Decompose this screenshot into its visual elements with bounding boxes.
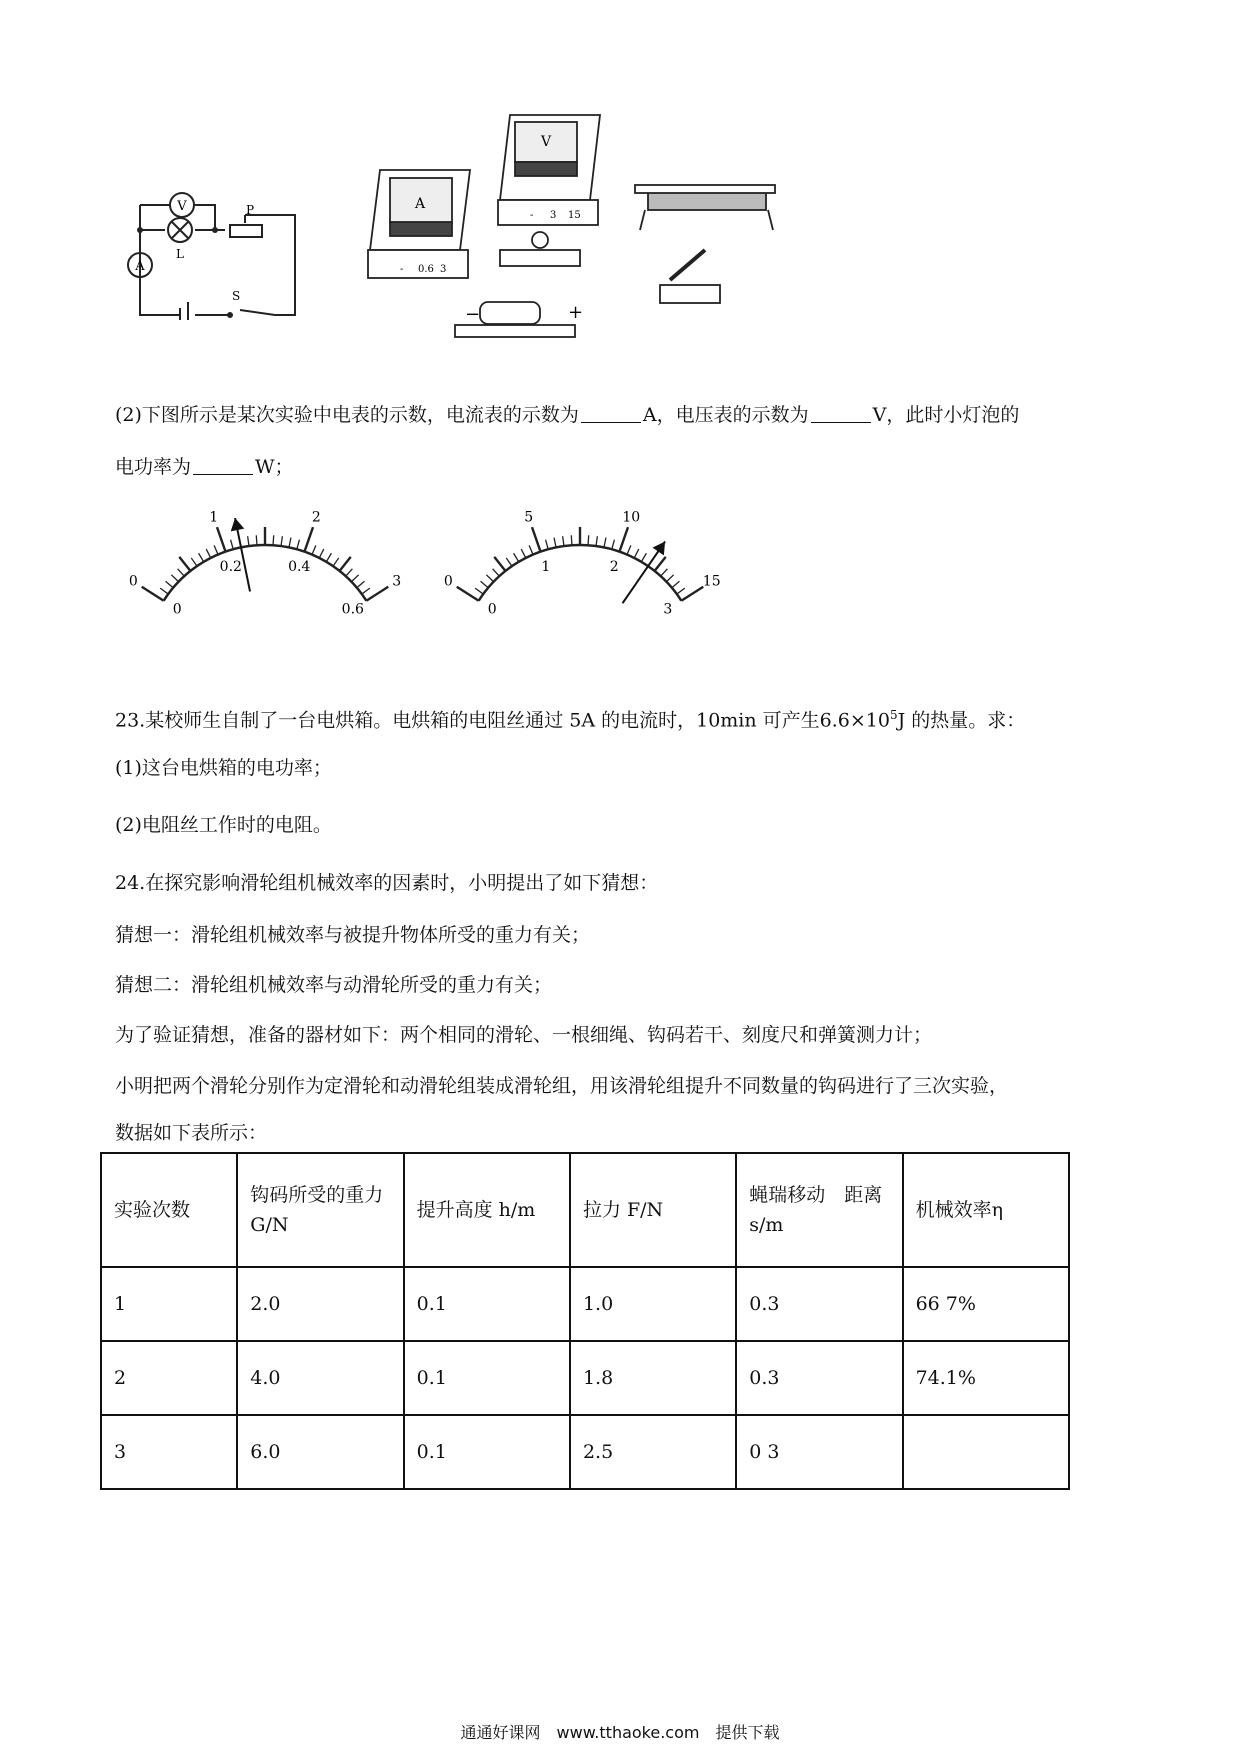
table-cell: 0 3 — [736, 1415, 902, 1489]
voltage-answer-blank[interactable] — [811, 404, 871, 423]
dial-tick — [346, 569, 353, 576]
dial-arc — [479, 545, 682, 601]
voltmeter-dial — [430, 490, 730, 680]
circuit-diagram — [120, 170, 300, 320]
table-row — [101, 1341, 1069, 1415]
q22-text-c: V，此时小灯泡的 — [872, 404, 1020, 426]
dial-tick — [231, 540, 234, 550]
q24-procedure: 小明把两个滑轮分别作为定滑轮和动滑轮组装成滑轮组，用该滑轮组提升不同数量的钩码进行了三次实验， — [115, 1075, 1009, 1097]
dial-tick — [571, 535, 572, 545]
table-row — [101, 1415, 1069, 1489]
dial-inner-label: 0.6 — [341, 601, 364, 618]
dial-tick — [546, 540, 549, 550]
ammeter-dial — [115, 490, 415, 680]
dial-tick — [612, 540, 615, 550]
dial-tick — [178, 569, 185, 576]
dial-tick — [514, 553, 519, 562]
q23-stem — [115, 702, 1025, 733]
q22-part2-line2 — [115, 454, 294, 480]
dial-tick — [256, 535, 257, 545]
dial-tick — [333, 558, 339, 566]
dial-tick — [273, 535, 274, 545]
table-cell: 2.0 — [237, 1267, 403, 1341]
header-hook-weight: 钩码所受的重力 G/N — [237, 1153, 403, 1267]
q23-stem-math: 6.6×10 — [819, 709, 890, 732]
dial-tick — [672, 581, 680, 587]
dial-tick — [481, 581, 489, 587]
dial-tick — [362, 588, 370, 594]
circuit-ammeter-label: A — [135, 259, 145, 274]
q23-stem-b: J 的热量。求： — [897, 709, 1026, 732]
table-cell: 0.1 — [404, 1341, 570, 1415]
dial-tick — [171, 575, 178, 582]
dial-tick — [191, 558, 197, 566]
dial-inner-label: 0 — [487, 601, 497, 618]
dial-tick — [199, 553, 204, 562]
dial-tick — [493, 569, 500, 576]
q23-stem-exponent: 5 — [889, 708, 898, 722]
page-footer: 通通好课网 www.tthaoke.com 提供下载 — [460, 1723, 780, 1742]
dial-tick — [340, 557, 351, 571]
dial-outer-label: 3 — [392, 573, 402, 590]
apparatus-voltmeter-terminal-minus: - — [530, 210, 534, 221]
dial-tick — [166, 581, 174, 587]
dial-tick — [666, 575, 673, 582]
q24-table-intro: 数据如下表所示： — [115, 1122, 268, 1144]
battery-minus-sign: − — [465, 304, 481, 325]
q22-text-b: A，电压表的示数为 — [642, 404, 809, 426]
circuit-slider-label: P — [246, 203, 255, 217]
dial-tick — [312, 545, 316, 554]
dial-tick — [214, 545, 218, 554]
q22-text-e: W； — [255, 456, 294, 478]
dial-tick — [532, 527, 541, 552]
table-cell: 74.1% — [903, 1341, 1069, 1415]
q22-text-a: (2)下图所示是某次实验中电表的示数，电流表的示数为 — [115, 404, 579, 426]
table-cell: 0.1 — [404, 1415, 570, 1489]
dial-outer-label: 5 — [524, 509, 534, 526]
dial-tick — [506, 558, 512, 566]
dial-tick — [486, 575, 493, 582]
table-cell: 3 — [101, 1415, 237, 1489]
table-row — [101, 1267, 1069, 1341]
table-cell: 0.3 — [736, 1267, 902, 1341]
experiment-data-table — [100, 1152, 1070, 1490]
table-cell: 1 — [101, 1267, 237, 1341]
dial-inner-label: 1 — [541, 558, 551, 575]
apparatus-ammeter-label: A — [414, 196, 426, 212]
dial-inner-label: 0.4 — [288, 558, 311, 575]
header-pull-force: 拉力 F/N — [570, 1153, 736, 1267]
dial-tick — [494, 557, 505, 571]
table-cell: 2.5 — [570, 1415, 736, 1489]
apparatus-illustration — [360, 110, 820, 370]
dial-tick — [357, 581, 365, 587]
dial-inner-label: 3 — [663, 601, 673, 618]
dial-needle-tip — [231, 518, 245, 531]
dial-arc — [164, 545, 367, 601]
dial-outer-label: 0 — [128, 573, 138, 590]
header-trial-number: 实验次数 — [101, 1153, 237, 1267]
table-cell: 1.0 — [570, 1267, 736, 1341]
dial-tick — [661, 569, 668, 576]
circuit-voltmeter-label: V — [177, 199, 187, 214]
dial-outer-label: 1 — [209, 509, 219, 526]
dial-tick — [521, 549, 526, 558]
dial-tick — [677, 588, 685, 594]
dial-tick — [588, 535, 589, 545]
dial-tick — [627, 545, 631, 554]
q24-guess2: 猜想二：滑轮组机械效率与动滑轮所受的重力有关； — [115, 974, 553, 996]
dial-tick — [179, 557, 190, 571]
q24-stem: 24.在探究影响滑轮组机械效率的因素时，小明提出了如下猜想： — [115, 872, 659, 894]
battery-plus-sign: + — [568, 302, 584, 323]
dial-outer-label: 0 — [443, 573, 453, 590]
dial-tick — [634, 549, 639, 558]
q22-part2-line1 — [115, 402, 1019, 428]
header-lift-height: 提升高度 h/m — [404, 1153, 570, 1267]
dial-tick — [563, 536, 564, 546]
q23-stem-a: 23.某校师生自制了一台电烘箱。电烘箱的电阻丝通过 5A 的电流时，10min 可产生 — [115, 709, 820, 732]
dial-outer-label: 15 — [702, 573, 721, 590]
dial-tick — [619, 527, 628, 552]
q23-part1: (1)这台电烘箱的电功率； — [115, 757, 332, 779]
q24-equipment: 为了验证猜想，准备的器材如下：两个相同的滑轮、一根细绳、钩码若干、刻度尺和弹簧测力计； — [115, 1024, 933, 1046]
dial-outer-label: 2 — [311, 509, 321, 526]
dial-needle-tip — [653, 541, 666, 555]
dial-tick — [248, 536, 249, 546]
apparatus-ammeter-terminal-minus: - — [400, 264, 404, 275]
table-cell: 0.3 — [736, 1341, 902, 1415]
q22-text-d: 电功率为 — [115, 456, 192, 478]
apparatus-voltmeter-terminal-15: 15 — [568, 210, 581, 221]
current-answer-blank[interactable] — [581, 404, 641, 423]
dial-tick — [319, 549, 324, 558]
dial-inner-label: 2 — [609, 558, 619, 575]
table-cell: 2 — [101, 1341, 237, 1415]
dial-outer-label: 10 — [622, 509, 641, 526]
dial-inner-label: 0.2 — [219, 558, 242, 575]
table-cell: 1.8 — [570, 1341, 736, 1415]
dial-tick — [475, 588, 483, 594]
q23-part2: (2)电阻丝工作时的电阻。 — [115, 814, 332, 836]
circuit-switch-label: S — [232, 289, 241, 303]
dial-tick — [297, 540, 300, 550]
table-header-row — [101, 1153, 1069, 1267]
dial-tick — [304, 527, 313, 552]
dial-tick — [554, 538, 556, 548]
apparatus-ammeter-terminal-0.6: 0.6 — [418, 264, 434, 275]
apparatus-voltmeter-terminal-3: 3 — [550, 210, 557, 221]
dial-tick — [217, 527, 226, 552]
dial-tick — [655, 557, 666, 571]
dial-tick — [641, 553, 646, 562]
dial-tick — [326, 553, 331, 562]
dial-tick — [351, 575, 358, 582]
table-cell: 0.1 — [404, 1267, 570, 1341]
apparatus-ammeter-terminal-3: 3 — [440, 264, 447, 275]
dial-tick — [596, 536, 597, 546]
header-efficiency: 机械效率η — [903, 1153, 1069, 1267]
table-cell[interactable] — [903, 1415, 1069, 1489]
dial-tick — [529, 545, 533, 554]
header-rope-distance: 蝇瑞移动 距离 s/m — [736, 1153, 902, 1267]
dial-tick — [281, 536, 282, 546]
power-answer-blank[interactable] — [193, 456, 253, 475]
dial-tick — [206, 549, 211, 558]
circuit-lamp-label: L — [176, 247, 184, 261]
q24-guess1: 猜想一：滑轮组机械效率与被提升物体所受的重力有关； — [115, 924, 591, 946]
dial-tick — [160, 588, 168, 594]
table-cell: 4.0 — [237, 1341, 403, 1415]
dial-tick — [289, 538, 291, 548]
table-cell: 66 7% — [903, 1267, 1069, 1341]
table-cell: 6.0 — [237, 1415, 403, 1489]
apparatus-voltmeter-label: V — [540, 134, 552, 150]
dial-inner-label: 0 — [172, 601, 182, 618]
dial-tick — [604, 538, 606, 548]
